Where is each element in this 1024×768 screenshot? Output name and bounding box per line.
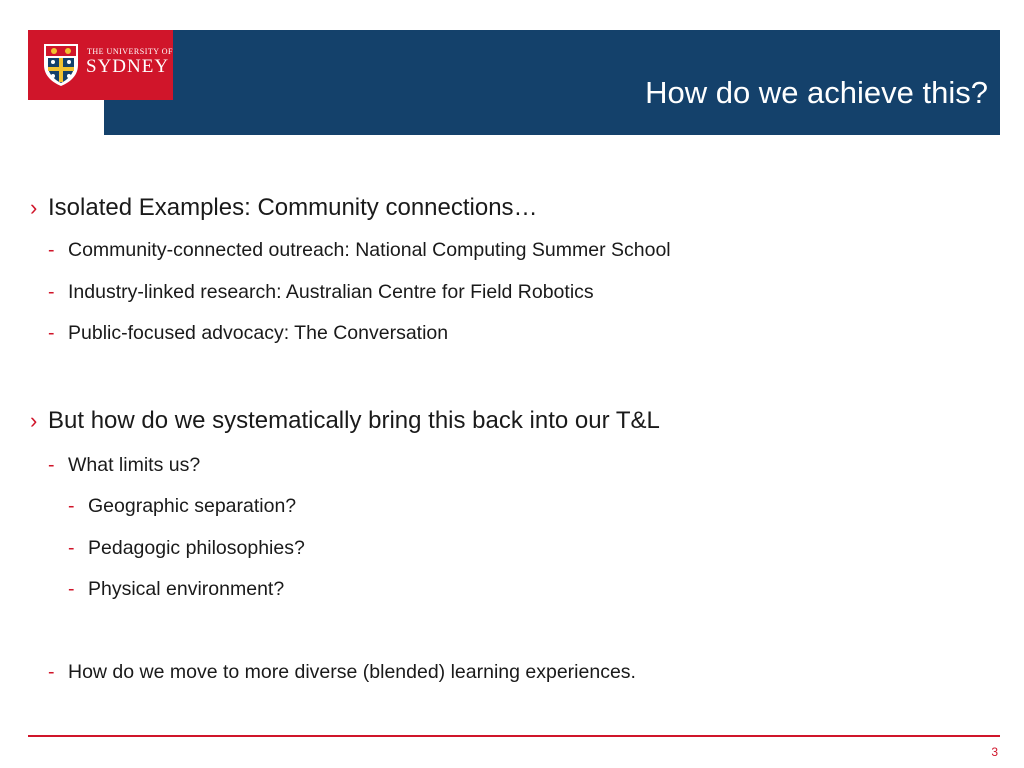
logo-text-big: SYDNEY [86,56,170,77]
bullet-marker: - [48,454,55,476]
bullet-text: Physical environment? [88,578,285,600]
bullet-marker: - [48,322,55,344]
bullet-text: Public-focused advocacy: The Conversation [68,322,449,344]
bullet-marker: › [30,195,38,220]
bullet-marker: - [48,281,55,303]
bullet-level2 [48,239,671,262]
footer-divider [28,735,1000,737]
bullet-marker: - [68,578,75,600]
bullet-level2 [48,322,448,345]
bullet-level2 [48,661,636,684]
bullet-text: Pedagogic philosophies? [88,537,305,559]
bullet-level3 [68,537,305,560]
bullet-marker: - [68,537,75,559]
bullet-marker: - [68,495,75,517]
bullet-level2 [48,454,200,477]
bullet-text: Geographic separation? [88,495,297,517]
logo-text-small: THE UNIVERSITY OF [87,47,173,56]
page-number: 3 [991,745,998,759]
bullet-marker: › [30,408,38,433]
bullet-level3 [68,578,284,601]
bullet-marker: - [48,661,55,683]
slide-title: How do we achieve this? [645,75,988,110]
bullet-level3 [68,495,296,518]
bullet-text: Industry-linked research: Australian Centre for Field Robotics [68,281,594,303]
bullet-level1 [30,194,538,222]
bullet-text: But how do we systematically bring this back into our T&L [48,407,660,434]
bullet-text: Isolated Examples: Community connections… [48,194,538,221]
bullet-text: Community-connected outreach: National Computing Summer School [68,239,671,261]
bullet-text: How do we move to more diverse (blended) learning experiences. [68,661,636,683]
bullet-marker: - [48,239,55,261]
bullet-level2 [48,281,594,304]
bullet-text: What limits us? [68,454,201,476]
bullet-level1 [30,407,660,435]
